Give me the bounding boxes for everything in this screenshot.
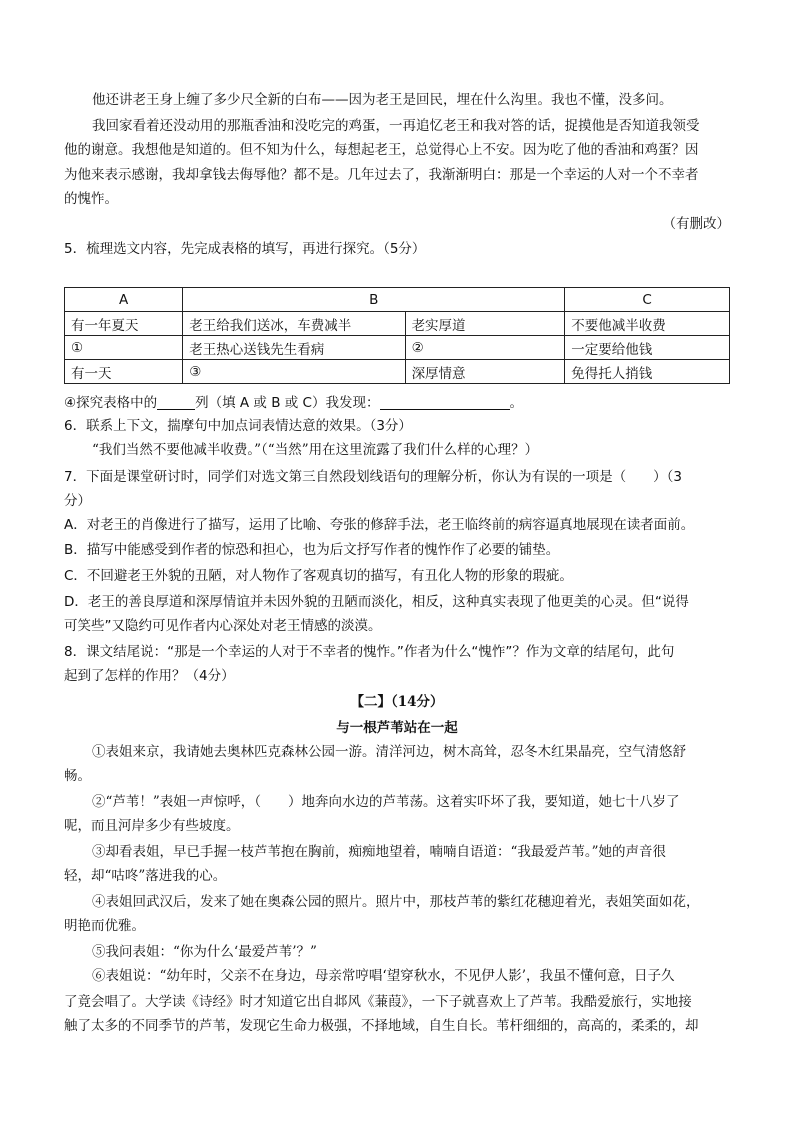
passage1-line-3: 他的谢意。我想他是知道的。但不知为什么，每想起老王，总觉得心上不安。因为吃了他的香油和鸡蛋？因	[64, 142, 699, 158]
q7-option-d-line-2: 可笑些”又隐约可见作者内心深处对老王情感的淡漠。	[64, 618, 382, 634]
q7-option-b: B．描写中能感受到作者的惊恐和担心，也为后文抒写作者的愧怍作了必要的铺垫。	[64, 542, 560, 558]
part2-line: ⑤我问表姐：“你为什么‘最爱芦苇’？”	[92, 944, 317, 960]
passage1-line-2: 我回家看着还没动用的那瓶香油和没吃完的鸡蛋，一再追忆老王和我对答的话，捉摸他是否知道我领受	[92, 118, 700, 134]
part2-line: 呢，而且河岸多少有些坡度。	[64, 818, 240, 834]
part2-title: 与一根芦苇站在一起	[336, 720, 458, 736]
part2-heading: 【二】（14分）	[350, 694, 444, 710]
table-header-a: A	[65, 288, 183, 312]
passage1-line-4: 为他来表示感谢，我却拿钱去侮辱他？都不是。几年过去了，我渐渐明白：那是一个幸运的人对一个不幸者	[64, 167, 699, 183]
part2-line: 轻，却“咕咚”落进我的心。	[64, 868, 227, 884]
passage1-line-1: 他还讲老王身上缠了多少尺全新的白布——因为老王是回民，埋在什么沟里。我也不懂，没多问。	[92, 92, 673, 108]
table-cell-blank-1: ①	[65, 336, 183, 360]
q6-quote: “我们当然不要他减半收费。”（“当然”用在这里流露了我们什么样的心理？）	[92, 442, 539, 458]
table-cell: 免得托人捎钱	[565, 360, 730, 384]
table-row	[65, 312, 730, 336]
q5-stem: 5．梳理选文内容，先完成表格的填写，再进行探究。（5分）	[64, 241, 426, 257]
part2-line: ①表姐来京，我请她去奥林匹克森林公园一游。清洋河边，树木高耸，忍冬木红果晶亮，空气清悠舒	[92, 744, 686, 760]
table-header-c: C	[565, 288, 730, 312]
q5-sub4-prefix: ④探究表格中的	[64, 395, 158, 411]
q7-option-a: A．对老王的肖像进行了描写，运用了比喻、夸张的修辞手法，老王临终前的病容逼真地展现在读者面前。	[64, 517, 695, 533]
table-cell: 老王热心送钱先生看病	[183, 336, 405, 360]
part2-line: ④表姐回武汉后，发来了她在奥森公园的照片。照片中，那枝芦苇的紫红花穗迎着光，表姐笑面如花，	[92, 894, 700, 910]
table-row	[65, 360, 730, 384]
passage1-line-5: 的愧怍。	[64, 191, 118, 207]
q8-line-2: 起到了怎样的作用？（4分）	[64, 668, 235, 684]
part2-line: 畅。	[64, 768, 91, 784]
q5-sub4-middle: 列（填 A 或 B 或 C）我发现：	[195, 395, 380, 411]
q5-table	[64, 287, 730, 384]
table-cell: 不要他减半收费	[565, 312, 730, 336]
table-row	[65, 336, 730, 360]
table-header-row	[65, 288, 730, 312]
table-cell-blank-2: ②	[405, 336, 565, 360]
q6-stem: 6．联系上下文，揣摩句中加点词表情达意的效果。（3分）	[64, 418, 412, 434]
table-cell: 老实厚道	[405, 312, 565, 336]
q7-option-c: C．不回避老王外貌的丑陋，对人物作了客观真切的描写，有丑化人物的形象的瑕疵。	[64, 568, 573, 584]
q7-stem-line-1: 7．下面是课堂研讨时，同学们对选文第三自然段划线语句的理解分析，你认为有误的一项是（ ）（3	[64, 469, 682, 485]
part2-line: 触了太多的不同季节的芦苇，发现它生命力极强，不择地域，自生自长。苇杆细细的，高高的，柔柔的，却	[64, 1018, 699, 1034]
q7-stem-line-2: 分）	[64, 493, 91, 509]
answer-blank-column[interactable]	[157, 395, 195, 410]
q7-option-d-line-1: D．老王的善良厚道和深厚情谊并未因外貌的丑陋而淡化，相反，这种真实表现了他更美的心灵。但“说得	[64, 594, 689, 610]
table-cell: 深厚情意	[405, 360, 565, 384]
q5-sub4	[64, 393, 523, 413]
part2-line: ⑥表姐说：“幼年时，父亲不在身边，母亲常哼唱‘望穿秋水，不见伊人影’，我虽不懂何意，日子久	[92, 968, 675, 984]
table-header-b: B	[183, 288, 565, 312]
answer-blank-finding[interactable]	[380, 395, 510, 410]
q5-sub4-suffix: 。	[509, 395, 523, 411]
part2-line: ②“芦苇！”表姐一声惊呼，（ ）地奔向水边的芦苇荡。这着实吓坏了我，要知道，她七十八岁了	[92, 794, 680, 810]
passage1-note: （有删改）	[662, 216, 730, 232]
table-cell: 有一年夏天	[65, 312, 183, 336]
table-cell: 有一天	[65, 360, 183, 384]
table-cell: 老王给我们送冰，车费减半	[183, 312, 405, 336]
table-cell: 一定要给他钱	[565, 336, 730, 360]
part2-line: 明艳而优雅。	[64, 918, 145, 934]
part2-line: 了竟会唱了。大学读《诗经》时才知道它出自邶风《蒹葭》，一下子就喜欢上了芦苇。我酷爱旅行，实地接	[64, 994, 692, 1010]
table-cell-blank-3: ③	[183, 360, 405, 384]
part2-line: ③却看表姐，早已手握一枝芦苇抱在胸前，痴痴地望着，喃喃自语道：“我最爱芦苇。”她的声音很	[92, 844, 667, 860]
q8-line-1: 8．课文结尾说：“那是一个幸运的人对于不幸者的愧怍。”作者为什么“愧怍”？作为文章的结尾句，此句	[64, 644, 675, 660]
